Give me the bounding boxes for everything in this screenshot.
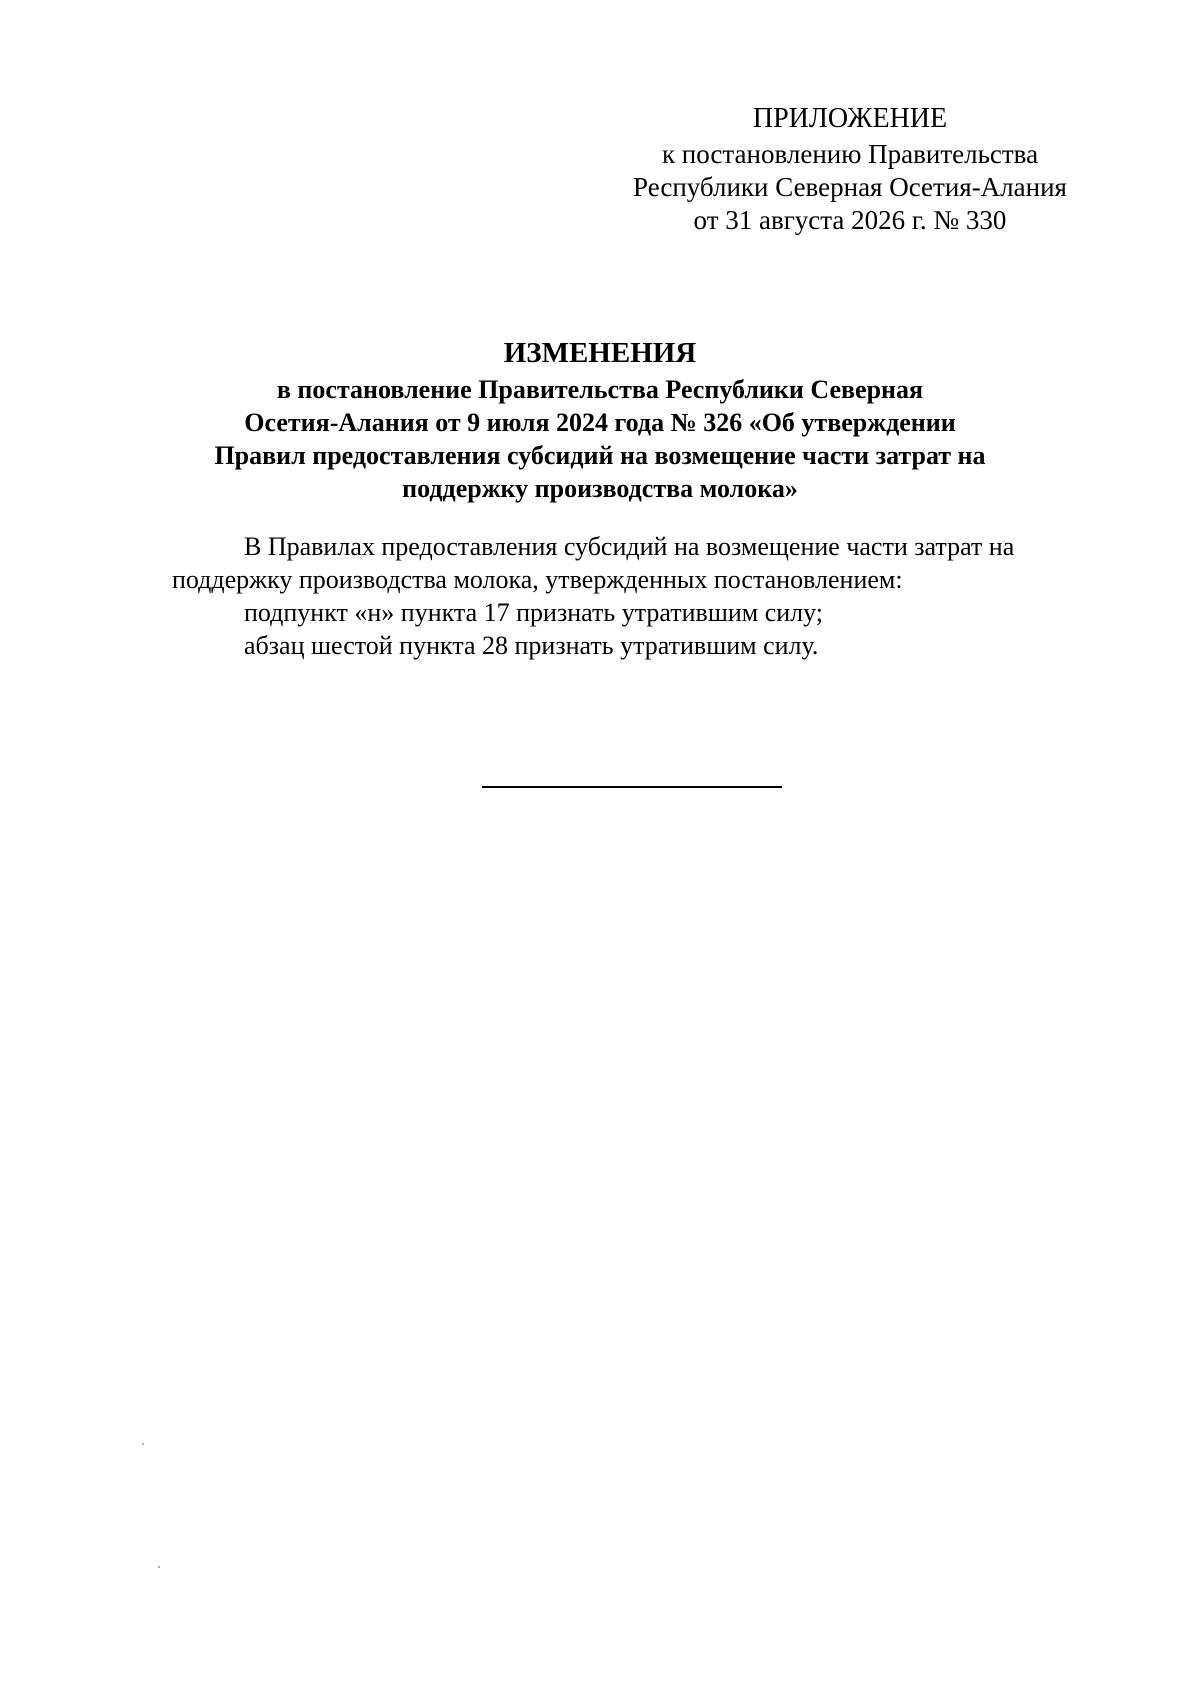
appendix-line-3: от 31 августа 2026 г. № 330 bbox=[693, 205, 1007, 235]
title-line-2: Осетия-Алания от 9 июля 2024 года № 326 «Об утверждении bbox=[244, 408, 956, 437]
document-body bbox=[172, 530, 1102, 662]
title-line-4: поддержку производства молока» bbox=[402, 474, 798, 503]
title-line-1: в постановление Правительства Республики Северная bbox=[276, 375, 924, 404]
title-line-3: Правил предоставления субсидий на возмещение части затрат на bbox=[214, 441, 986, 470]
document-title-block bbox=[150, 333, 1050, 505]
body-paragraph-line-1: В Правилах предоставления субсидий на возмещение части затрат на bbox=[244, 532, 1015, 561]
document-title: ИЗМЕНЕНИЯ bbox=[503, 337, 697, 369]
scan-speck bbox=[158, 1566, 160, 1568]
appendix-block bbox=[600, 100, 1100, 237]
body-item-1: подпункт «н» пункта 17 признать утратившим силу; bbox=[244, 598, 824, 627]
closing-separator-line bbox=[482, 786, 782, 788]
appendix-header: ПРИЛОЖЕНИЕ bbox=[752, 103, 948, 134]
appendix-line-2: Республики Северная Осетия-Алания bbox=[633, 172, 1067, 202]
appendix-line-1: к постановлению Правительства bbox=[661, 139, 1039, 169]
body-paragraph-line-2: поддержку производства молока, утвержденных постановлением: bbox=[172, 565, 903, 594]
body-item-2: абзац шестой пункта 28 признать утратившим силу. bbox=[244, 631, 819, 660]
scan-speck bbox=[142, 1443, 144, 1445]
